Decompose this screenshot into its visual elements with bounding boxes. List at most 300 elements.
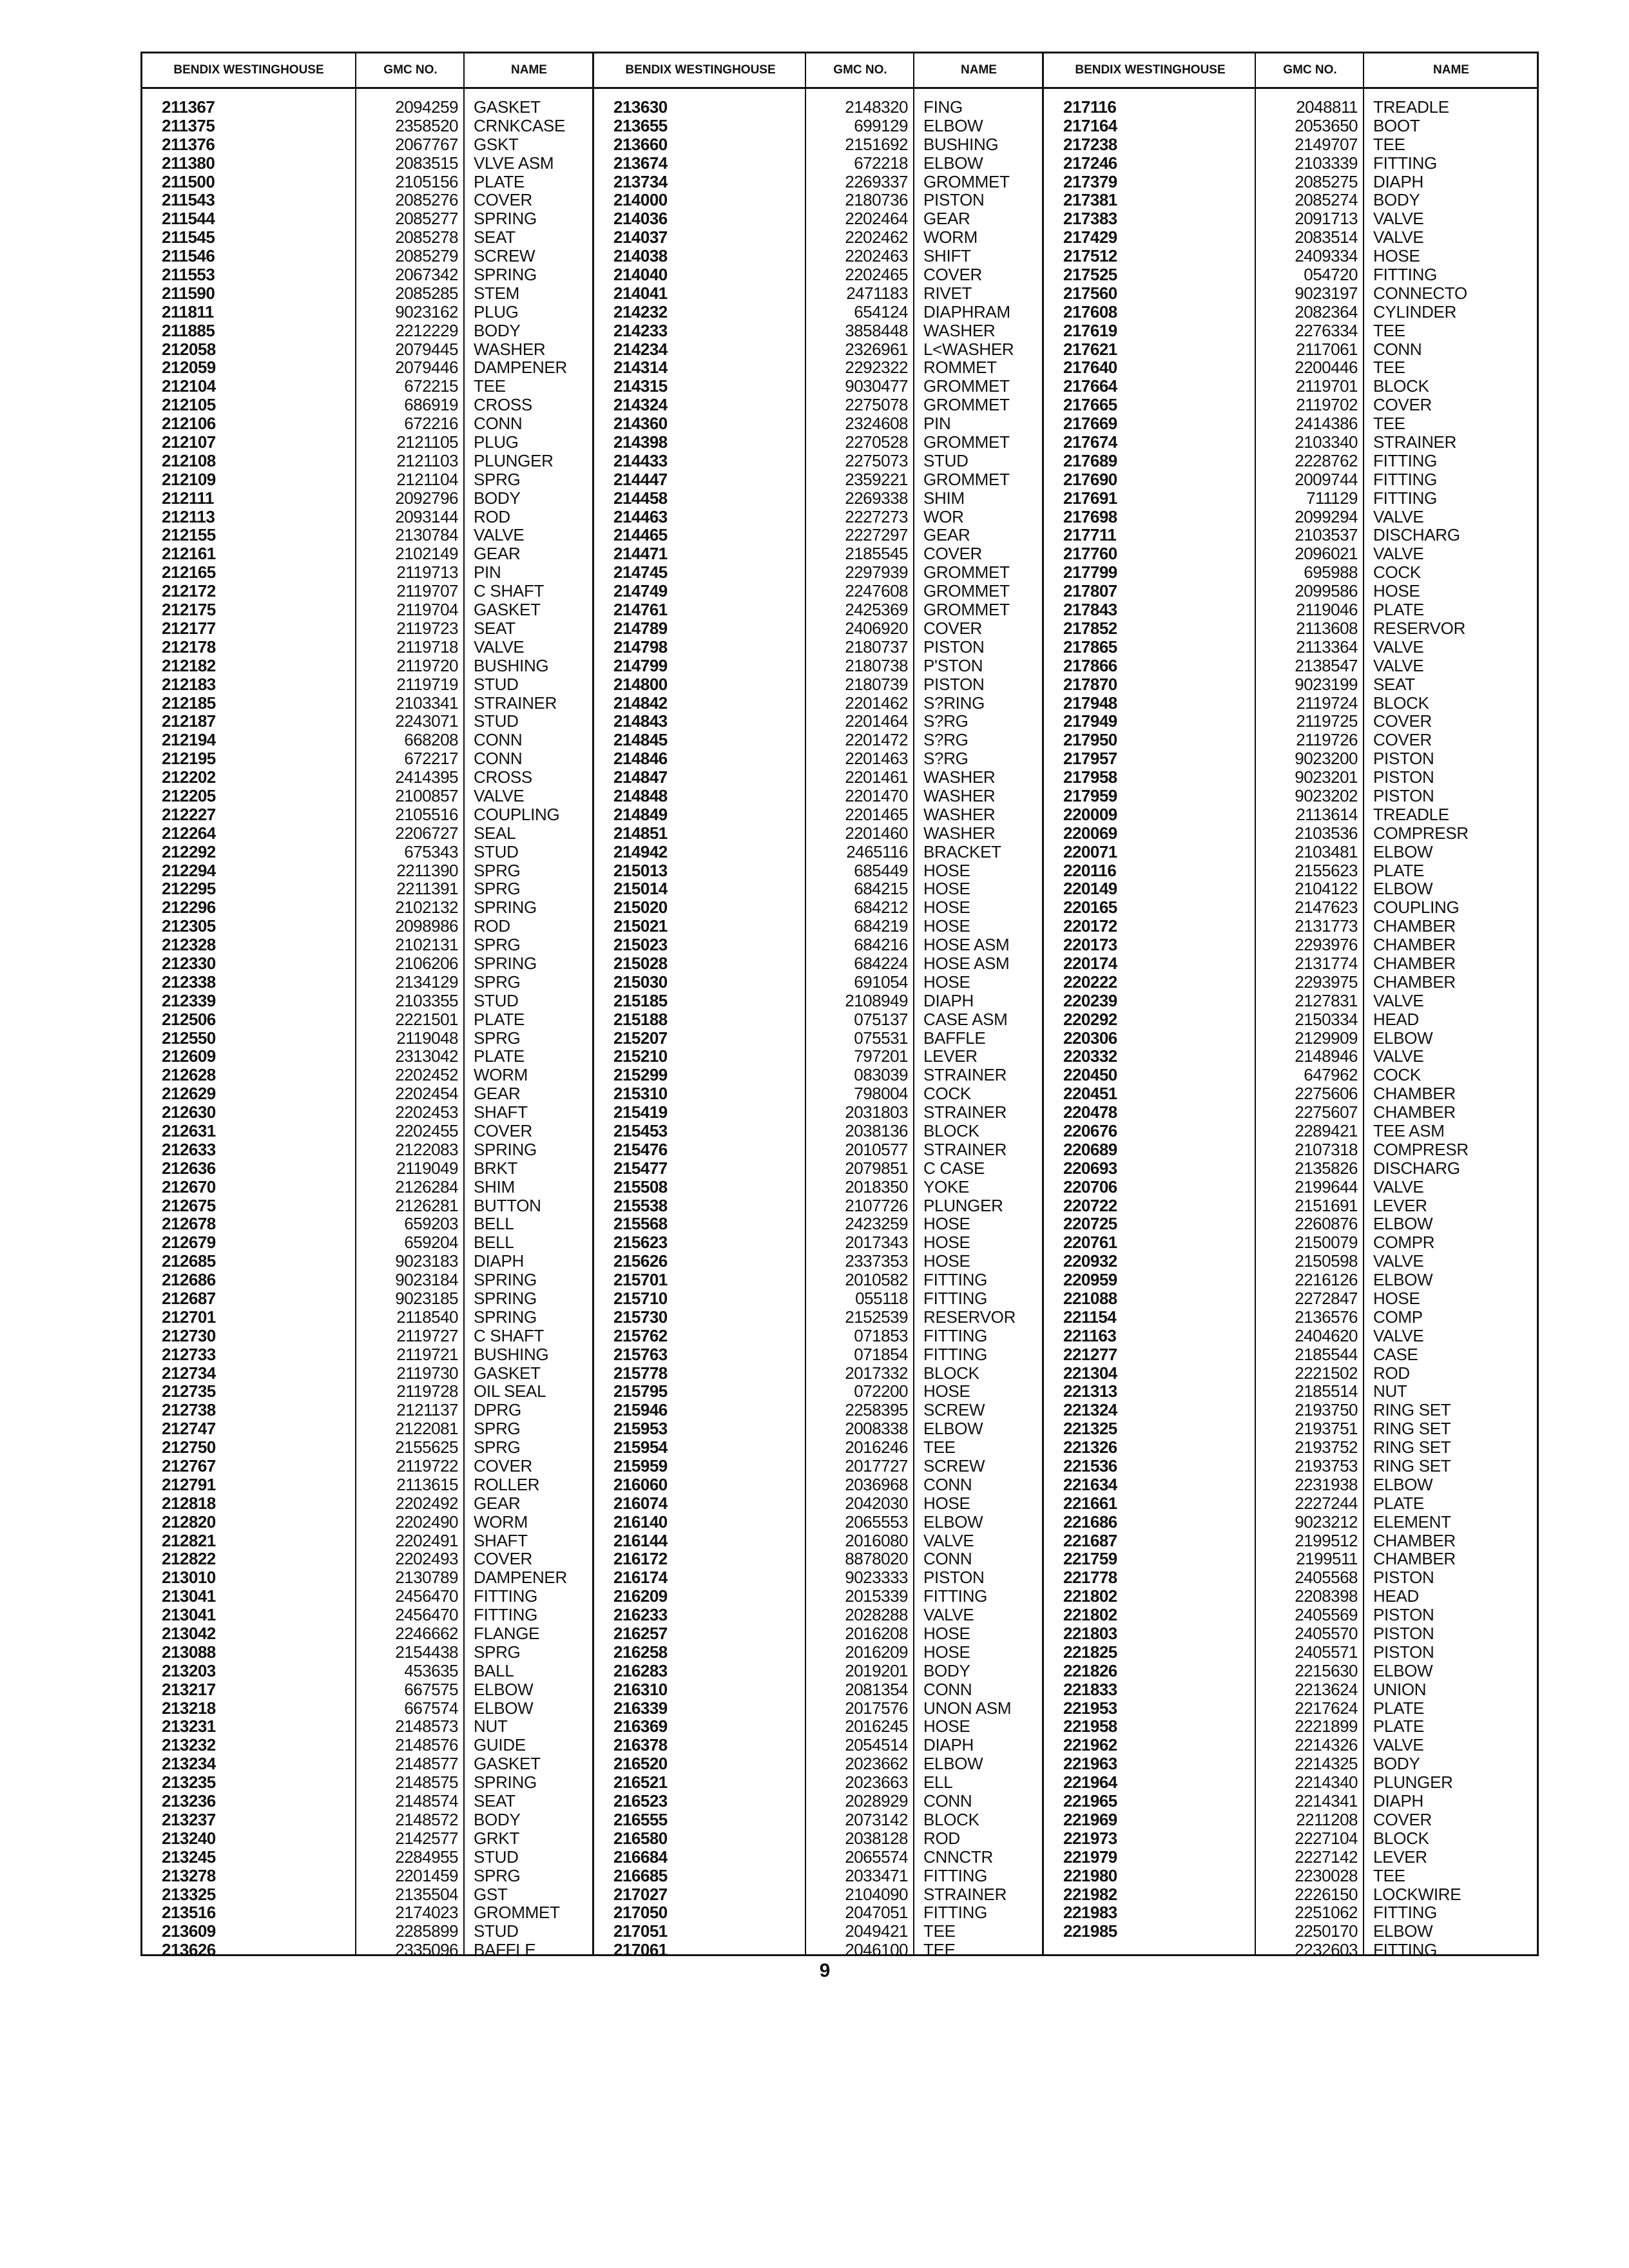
gmc-part-number: 2201463 xyxy=(845,749,908,769)
part-name: PLUG xyxy=(474,433,519,452)
bendix-part-number: 221973 xyxy=(1063,1829,1117,1848)
gmc-part-number: 2150079 xyxy=(1295,1233,1358,1253)
bendix-part-number: 212687 xyxy=(162,1289,216,1308)
bendix-part-number: 214463 xyxy=(613,507,668,526)
bendix-part-number: 214799 xyxy=(613,656,668,675)
bendix-part-number: 212113 xyxy=(162,507,215,526)
part-name: ELEMENT xyxy=(1373,1512,1451,1532)
gmc-part-number: 2119730 xyxy=(396,1363,458,1383)
gmc-part-number: 2200446 xyxy=(1295,358,1358,378)
column-name-2 xyxy=(913,53,1043,1960)
gmc-part-number: 672218 xyxy=(854,153,908,173)
part-name: FITTING xyxy=(1373,451,1437,470)
bendix-part-number: 216258 xyxy=(613,1642,668,1662)
gmc-part-number: 2284955 xyxy=(395,1847,458,1867)
gmc-part-number: 2202455 xyxy=(395,1121,458,1140)
bendix-part-number: 221326 xyxy=(1063,1438,1117,1457)
gmc-part-number: 2119701 xyxy=(1296,377,1358,396)
bendix-part-number: 216580 xyxy=(613,1829,668,1848)
gmc-part-number: 2105156 xyxy=(395,172,458,191)
column-gmc-3 xyxy=(1255,53,1364,1960)
gmc-part-number: 2092796 xyxy=(395,488,458,508)
part-name: PISTON xyxy=(923,1568,985,1588)
gmc-part-number: 684215 xyxy=(854,879,908,899)
gmc-part-number: 9023183 xyxy=(395,1252,458,1271)
gmc-part-number: 2246662 xyxy=(395,1624,458,1643)
gmc-part-number: 2083514 xyxy=(1295,228,1358,247)
part-name: FLANGE xyxy=(474,1624,540,1643)
bendix-part-number: 217379 xyxy=(1063,172,1117,191)
gmc-part-number: 2297939 xyxy=(845,563,908,582)
part-name: COMP xyxy=(1373,1307,1423,1327)
part-name: GASKET xyxy=(474,1754,541,1774)
part-name: SEAL xyxy=(474,823,516,843)
gmc-part-number: 2121137 xyxy=(396,1401,458,1420)
part-name: SPRING xyxy=(474,954,537,973)
gmc-part-number: 2185545 xyxy=(845,544,908,564)
part-name: BLOCK xyxy=(1373,693,1429,713)
gmc-part-number: 2425369 xyxy=(845,601,908,619)
bendix-part-number: 217560 xyxy=(1063,284,1117,303)
bendix-part-number: 215710 xyxy=(613,1289,668,1308)
gmc-part-number: 2093144 xyxy=(395,507,458,526)
gmc-part-number: 2048811 xyxy=(1296,98,1358,117)
bendix-part-number: 214398 xyxy=(613,433,668,452)
bendix-part-number: 214761 xyxy=(613,601,668,619)
bendix-part-number: 212175 xyxy=(162,601,216,619)
part-name: CHAMBER xyxy=(1373,917,1456,936)
gmc-part-number: 667574 xyxy=(404,1698,458,1718)
gmc-part-number: 2214326 xyxy=(1295,1736,1358,1755)
bendix-part-number: 221964 xyxy=(1063,1773,1117,1792)
gmc-part-number: 2031803 xyxy=(845,1103,908,1122)
bendix-part-number: 221965 xyxy=(1063,1792,1117,1811)
gmc-part-number: 2083515 xyxy=(395,153,458,173)
gmc-part-number: 2126281 xyxy=(395,1196,458,1215)
part-name: CONN xyxy=(923,1680,972,1699)
bendix-part-number: 221686 xyxy=(1063,1512,1117,1532)
column-bendix-2 xyxy=(592,53,807,1960)
bendix-part-number: 221833 xyxy=(1063,1680,1117,1699)
part-name: BLOCK xyxy=(1373,1829,1429,1848)
gmc-part-number: 2103537 xyxy=(1295,526,1358,545)
part-name: PISTON xyxy=(923,675,985,694)
bendix-part-number: 214000 xyxy=(613,191,668,210)
bendix-part-number: 217027 xyxy=(613,1885,668,1904)
bendix-part-number: 212195 xyxy=(162,749,216,769)
part-name: PLATE xyxy=(474,172,525,191)
gmc-part-number: 2180738 xyxy=(845,656,908,675)
bendix-part-number: 212104 xyxy=(162,377,216,396)
part-name: PLATE xyxy=(1373,601,1424,619)
gmc-part-number: 2148576 xyxy=(395,1736,458,1755)
bendix-part-number: 213235 xyxy=(162,1773,216,1792)
part-name: COCK xyxy=(923,1084,971,1104)
bendix-cells-2 xyxy=(594,89,807,1959)
part-name: GEAR xyxy=(474,1494,521,1513)
gmc-part-number: 2214341 xyxy=(1295,1792,1358,1811)
part-name: CROSS xyxy=(474,396,532,415)
bendix-part-number: 221536 xyxy=(1063,1457,1117,1475)
part-name: BUTTON xyxy=(474,1196,541,1215)
part-name: TEE ASM xyxy=(1373,1121,1445,1140)
gmc-part-number: 2269338 xyxy=(845,488,908,508)
bendix-part-number: 215210 xyxy=(613,1047,668,1066)
part-name: COUPLING xyxy=(1373,898,1460,918)
part-name: ROD xyxy=(923,1829,960,1848)
bendix-part-number: 212733 xyxy=(162,1345,216,1364)
gmc-part-number: 2053650 xyxy=(1295,116,1358,135)
bendix-part-number: 213041 xyxy=(162,1587,216,1606)
bendix-part-number: 212330 xyxy=(162,954,216,973)
part-name: ROD xyxy=(474,507,510,526)
gmc-part-number: 2456470 xyxy=(395,1606,458,1625)
part-name: ELBOW xyxy=(1373,879,1433,899)
part-name: SHAFT xyxy=(474,1531,528,1550)
bendix-part-number: 213626 xyxy=(162,1941,216,1960)
bendix-part-number: 217760 xyxy=(1063,544,1117,564)
gmc-part-number: 2119702 xyxy=(1296,396,1358,415)
part-name: SPRG xyxy=(474,470,521,489)
bendix-part-number: 213231 xyxy=(162,1717,216,1736)
gmc-part-number: 2324608 xyxy=(845,414,908,434)
gmc-part-number: 2227142 xyxy=(1295,1847,1358,1867)
bendix-part-number: 220722 xyxy=(1063,1196,1117,1215)
bendix-part-number: 220116 xyxy=(1063,861,1117,880)
part-name: HEAD xyxy=(1373,1010,1420,1029)
part-name: GROMMET xyxy=(923,172,1010,191)
bendix-part-number: 214433 xyxy=(613,451,668,470)
gmc-part-number: 2017343 xyxy=(845,1233,908,1253)
part-name: WASHER xyxy=(923,321,996,340)
part-name: STUD xyxy=(923,451,969,470)
gmc-part-number: 9023184 xyxy=(395,1271,458,1289)
part-name: TEE xyxy=(923,1922,956,1941)
part-name: COVER xyxy=(474,1457,532,1475)
gmc-part-number: 083039 xyxy=(854,1066,908,1085)
gmc-part-number: 2098986 xyxy=(395,917,458,936)
gmc-part-number: 2079445 xyxy=(395,340,458,359)
gmc-part-number: 2202454 xyxy=(395,1084,458,1104)
bendix-part-number: 221825 xyxy=(1063,1642,1117,1662)
gmc-part-number: 8878020 xyxy=(845,1550,908,1569)
bendix-cells-3 xyxy=(1044,89,1257,1941)
bendix-part-number: 213630 xyxy=(613,98,668,117)
bendix-part-number: 211545 xyxy=(162,228,215,247)
part-name: VALVE xyxy=(1373,544,1424,564)
bendix-part-number: 213674 xyxy=(613,153,668,173)
bendix-part-number: 221979 xyxy=(1063,1847,1117,1867)
bendix-part-number: 220693 xyxy=(1063,1158,1117,1178)
part-name: BELL xyxy=(474,1233,514,1253)
part-name: COVER xyxy=(923,619,982,638)
bendix-part-number: 220292 xyxy=(1063,1010,1117,1029)
bendix-part-number: 220071 xyxy=(1063,842,1117,861)
part-name: COVER xyxy=(1373,731,1432,750)
part-name: UNON ASM xyxy=(923,1698,1012,1718)
part-name: COVER xyxy=(474,1550,532,1569)
bendix-part-number: 217959 xyxy=(1063,786,1117,805)
bendix-part-number: 213245 xyxy=(162,1847,216,1867)
bendix-part-number: 221802 xyxy=(1063,1606,1117,1625)
part-name: FITTING xyxy=(474,1587,537,1606)
part-name: GEAR xyxy=(923,526,970,545)
gmc-part-number: 9023333 xyxy=(845,1568,908,1588)
gmc-part-number: 2148575 xyxy=(395,1773,458,1792)
bendix-part-number: 217807 xyxy=(1063,582,1117,601)
gmc-part-number: 2275073 xyxy=(845,451,908,470)
gmc-part-number: 659204 xyxy=(404,1233,458,1253)
bendix-part-number: 214037 xyxy=(613,228,668,247)
gmc-part-number: 9023162 xyxy=(395,302,458,322)
bendix-part-number: 216555 xyxy=(613,1810,668,1829)
bendix-part-number: 220451 xyxy=(1063,1084,1117,1104)
part-name: GROMMET xyxy=(923,563,1010,582)
bendix-part-number: 213278 xyxy=(162,1866,216,1885)
gmc-part-number: 2103339 xyxy=(1295,153,1358,173)
part-name: BLOCK xyxy=(923,1810,979,1829)
gmc-part-number: 2202493 xyxy=(395,1550,458,1569)
bendix-part-number: 214842 xyxy=(613,693,668,713)
gmc-part-number: 075137 xyxy=(854,1010,908,1029)
part-name: VALVE xyxy=(474,637,525,657)
bendix-part-number: 215626 xyxy=(613,1252,668,1271)
gmc-part-number: 2221502 xyxy=(1295,1363,1358,1383)
part-name: CHAMBER xyxy=(1373,972,1456,992)
bendix-part-number: 220009 xyxy=(1063,805,1117,824)
part-name: GROMMET xyxy=(923,470,1010,489)
gmc-part-number: 2103340 xyxy=(1295,433,1358,452)
part-name: VALVE xyxy=(1373,1047,1424,1066)
gmc-part-number: 072200 xyxy=(854,1382,908,1401)
gmc-part-number: 2202465 xyxy=(845,265,908,284)
bendix-part-number: 217690 xyxy=(1063,470,1117,489)
bendix-part-number: 221962 xyxy=(1063,1736,1117,1755)
bendix-part-number: 217164 xyxy=(1063,116,1117,135)
bendix-part-number: 221982 xyxy=(1063,1885,1117,1904)
gmc-part-number: 2243071 xyxy=(395,712,458,731)
gmc-part-number: 2126284 xyxy=(395,1177,458,1196)
part-name: GASKET xyxy=(474,1363,541,1383)
part-name: SPRG xyxy=(474,879,521,899)
part-name: BODY xyxy=(474,1810,521,1829)
gmc-part-number: 2018350 xyxy=(845,1177,908,1196)
part-name: HOSE xyxy=(923,1215,970,1234)
bendix-part-number: 221980 xyxy=(1063,1866,1117,1885)
part-name: HOSE xyxy=(923,917,970,936)
bendix-part-number: 212155 xyxy=(162,526,216,545)
part-name: GEAR xyxy=(474,1084,521,1104)
part-name: WOR xyxy=(923,507,964,526)
gmc-part-number: 2250170 xyxy=(1295,1922,1358,1941)
bendix-part-number: 215028 xyxy=(613,954,668,973)
part-name: RIVET xyxy=(923,284,972,303)
bendix-part-number: 216310 xyxy=(613,1680,668,1699)
bendix-part-number: 217664 xyxy=(1063,377,1117,396)
gmc-part-number: 2016246 xyxy=(845,1438,908,1457)
bendix-part-number: 216172 xyxy=(613,1550,668,1569)
bendix-part-number: 212338 xyxy=(162,972,216,992)
part-name: COMPR xyxy=(1373,1233,1435,1253)
bendix-part-number: 212631 xyxy=(162,1121,216,1140)
part-name: ELBOW xyxy=(1373,1922,1433,1941)
part-name: RING SET xyxy=(1373,1438,1451,1457)
part-name: WORM xyxy=(923,228,978,247)
gmc-part-number: 2148946 xyxy=(1295,1047,1358,1066)
gmc-part-number: 2202453 xyxy=(395,1103,458,1122)
part-name: HOSE xyxy=(923,1642,970,1662)
bendix-part-number: 211811 xyxy=(162,302,214,322)
gmc-part-number: 2285899 xyxy=(395,1922,458,1941)
bendix-part-number: 215020 xyxy=(613,898,668,918)
bendix-part-number: 215568 xyxy=(613,1215,668,1234)
bendix-part-number: 217429 xyxy=(1063,228,1117,247)
gmc-part-number: 2091713 xyxy=(1295,209,1358,229)
bendix-part-number: 217051 xyxy=(613,1922,668,1941)
bendix-part-number: 216369 xyxy=(613,1717,668,1736)
part-name: VALVE xyxy=(1373,1252,1424,1271)
gmc-part-number: 2251062 xyxy=(1295,1903,1358,1923)
gmc-part-number: 2269337 xyxy=(845,172,908,191)
part-name: GUIDE xyxy=(474,1736,526,1755)
part-name: CONN xyxy=(1373,340,1422,359)
gmc-part-number: 672217 xyxy=(404,749,458,769)
bendix-part-number: 220932 xyxy=(1063,1252,1117,1271)
bendix-part-number: 212328 xyxy=(162,936,216,954)
bendix-part-number: 215185 xyxy=(613,991,668,1010)
bendix-part-number: 214041 xyxy=(613,284,668,303)
bendix-part-number: 220165 xyxy=(1063,898,1117,918)
bendix-part-number: 214458 xyxy=(613,488,668,508)
bendix-part-number: 213217 xyxy=(162,1680,216,1699)
part-name: SPRG xyxy=(474,1866,521,1885)
bendix-part-number: 221324 xyxy=(1063,1401,1117,1420)
part-name: VALVE xyxy=(1373,656,1424,675)
part-name: DIAPH xyxy=(923,991,974,1010)
bendix-part-number: 215014 xyxy=(613,879,668,899)
bendix-part-number: 214038 xyxy=(613,247,668,266)
gmc-part-number: 9023202 xyxy=(1295,786,1358,805)
gmc-part-number: 684216 xyxy=(854,936,908,954)
part-name: PLATE xyxy=(1373,1494,1424,1513)
gmc-part-number: 2154438 xyxy=(395,1642,458,1662)
bendix-part-number: 212178 xyxy=(162,637,216,657)
bendix-part-number: 220149 xyxy=(1063,879,1117,899)
gmc-part-number: 2148320 xyxy=(845,98,908,117)
bendix-part-number: 221277 xyxy=(1063,1345,1117,1364)
gmc-part-number: 2103536 xyxy=(1295,823,1358,843)
bendix-part-number: 217866 xyxy=(1063,656,1117,675)
gmc-part-number: 2202491 xyxy=(395,1531,458,1550)
bendix-part-number: 214749 xyxy=(613,582,668,601)
part-name: HOSE xyxy=(923,1717,970,1736)
part-name: BUSHING xyxy=(923,135,999,154)
gmc-part-number: 2423259 xyxy=(845,1215,908,1234)
part-name: CHAMBER xyxy=(1373,936,1456,954)
gmc-part-number: 2117061 xyxy=(1296,340,1358,359)
part-name: VALVE xyxy=(1373,991,1424,1010)
gmc-part-number: 2119722 xyxy=(396,1457,458,1475)
bendix-part-number: 221802 xyxy=(1063,1587,1117,1606)
part-name: TEE xyxy=(1373,414,1405,434)
bendix-part-number: 216074 xyxy=(613,1494,668,1513)
part-name: LEVER xyxy=(923,1047,978,1066)
part-name: PLATE xyxy=(1373,861,1424,880)
bendix-part-number: 215778 xyxy=(613,1363,668,1383)
bendix-part-number: 215623 xyxy=(613,1233,668,1253)
part-name: VALVE xyxy=(1373,507,1424,526)
bendix-part-number: 216257 xyxy=(613,1624,668,1643)
gmc-part-number: 2118540 xyxy=(396,1307,458,1327)
part-name: BLOCK xyxy=(1373,377,1429,396)
gmc-cells-1 xyxy=(356,89,465,1959)
part-name: STRAINER xyxy=(923,1140,1007,1159)
gmc-part-number: 667575 xyxy=(404,1680,458,1699)
gmc-part-number: 2038136 xyxy=(845,1121,908,1140)
part-name: HOSE xyxy=(923,1233,970,1253)
bendix-part-number: 215030 xyxy=(613,972,668,992)
bendix-part-number: 217691 xyxy=(1063,488,1117,508)
gmc-part-number: 2206727 xyxy=(395,823,458,843)
gmc-part-number: 054720 xyxy=(1304,265,1358,284)
gmc-part-number: 2010577 xyxy=(845,1140,908,1159)
name-cells-3 xyxy=(1364,89,1538,1959)
gmc-part-number: 2119046 xyxy=(1296,601,1358,619)
bendix-part-number: 212738 xyxy=(162,1401,216,1420)
part-name: HOSE xyxy=(923,1252,970,1271)
gmc-part-number: 2217624 xyxy=(1295,1698,1358,1718)
bendix-part-number: 215538 xyxy=(613,1196,668,1215)
part-name: ELBOW xyxy=(1373,1661,1433,1680)
bendix-part-number: 216685 xyxy=(613,1866,668,1885)
part-name: S?RG xyxy=(923,749,969,769)
part-name: PISTON xyxy=(923,191,985,210)
gmc-part-number: 2119727 xyxy=(396,1326,458,1345)
part-name: GASKET xyxy=(474,98,541,117)
gmc-part-number: 2227273 xyxy=(845,507,908,526)
bendix-part-number: 214848 xyxy=(613,786,668,805)
part-name: COCK xyxy=(1373,1066,1421,1085)
bendix-part-number: 214447 xyxy=(613,470,668,489)
part-name: SPRING xyxy=(474,898,537,918)
bendix-part-number: 212187 xyxy=(162,712,216,731)
bendix-part-number: 216521 xyxy=(613,1773,668,1792)
gmc-part-number: 668208 xyxy=(404,731,458,750)
gmc-part-number: 2406920 xyxy=(845,619,908,638)
part-name: TEE xyxy=(1373,321,1405,340)
gmc-part-number: 2180737 xyxy=(845,637,908,657)
part-name: HOSE xyxy=(1373,582,1420,601)
gmc-part-number: 2148572 xyxy=(395,1810,458,1829)
gmc-part-number: 071853 xyxy=(854,1326,908,1345)
bendix-part-number: 217381 xyxy=(1063,191,1117,210)
bendix-part-number: 214789 xyxy=(613,619,668,638)
part-name: COUPLING xyxy=(474,805,560,824)
part-name: ELBOW xyxy=(1373,1215,1433,1234)
part-name: STRAINER xyxy=(923,1066,1007,1085)
bendix-part-number: 215476 xyxy=(613,1140,668,1159)
part-name: GROMMET xyxy=(923,377,1010,396)
part-name: BAFFLE xyxy=(474,1941,536,1960)
gmc-part-number: 2113608 xyxy=(1296,619,1358,638)
part-name: COMPRESR xyxy=(1373,823,1469,843)
part-name: TEE xyxy=(923,1438,956,1457)
bendix-part-number: 217799 xyxy=(1063,563,1117,582)
bendix-part-number: 216060 xyxy=(613,1475,668,1494)
gmc-part-number: 2230028 xyxy=(1295,1866,1358,1885)
gmc-part-number: 075531 xyxy=(854,1028,908,1048)
bendix-part-number: 215013 xyxy=(613,861,668,880)
